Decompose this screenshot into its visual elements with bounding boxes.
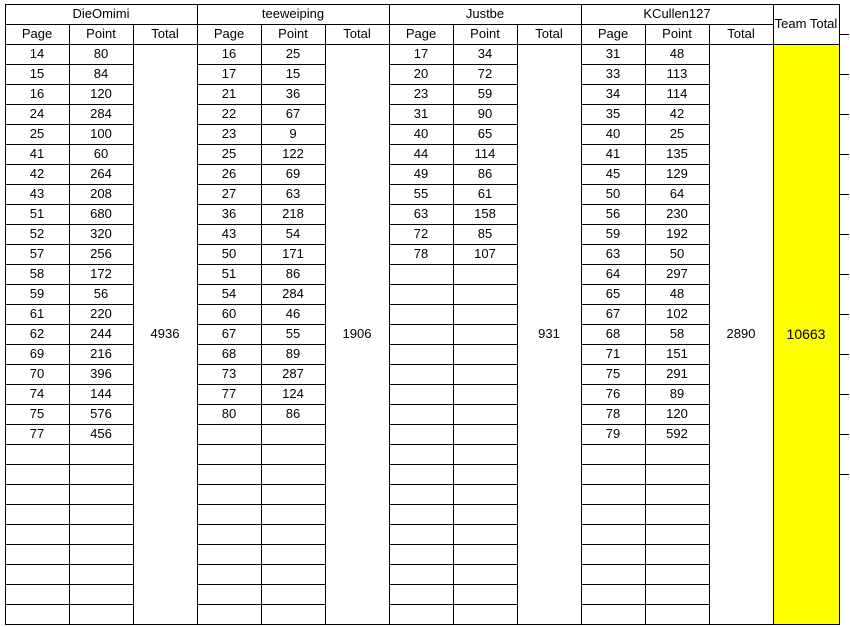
page-cell[interactable] xyxy=(197,564,261,584)
page-cell[interactable]: 50 xyxy=(221,246,237,261)
header-line xyxy=(773,44,839,45)
page-cell[interactable]: 15 xyxy=(29,66,45,81)
page-cell[interactable]: 20 xyxy=(413,66,429,81)
page-cell[interactable]: 43 xyxy=(221,226,237,241)
header-line xyxy=(581,44,773,45)
point-cell[interactable]: 25 xyxy=(285,46,301,61)
page-cell[interactable]: 60 xyxy=(221,306,237,321)
page-cell[interactable]: 42 xyxy=(29,166,45,181)
page-cell[interactable]: 26 xyxy=(221,166,237,181)
page-cell[interactable] xyxy=(389,304,453,324)
point-cell[interactable]: 456 xyxy=(90,426,112,441)
column-line xyxy=(773,4,774,625)
point-cell[interactable] xyxy=(69,484,133,504)
point-cell[interactable]: 264 xyxy=(90,166,112,181)
page-cell[interactable]: 57 xyxy=(29,246,45,261)
point-cell[interactable]: 48 xyxy=(669,286,685,301)
point-cell[interactable]: 171 xyxy=(282,246,304,261)
point-cell[interactable] xyxy=(261,564,325,584)
point-cell[interactable]: 287 xyxy=(282,366,304,381)
point-cell[interactable] xyxy=(453,524,517,544)
page-cell[interactable]: 78 xyxy=(413,246,429,261)
point-cell[interactable]: 114 xyxy=(474,146,496,161)
page-cell[interactable] xyxy=(389,544,453,564)
point-cell[interactable]: 230 xyxy=(666,206,688,221)
point-cell[interactable] xyxy=(261,544,325,564)
page-cell[interactable] xyxy=(581,584,645,604)
page-cell[interactable] xyxy=(197,424,261,444)
page-cell[interactable]: 51 xyxy=(221,266,237,281)
point-cell[interactable] xyxy=(69,504,133,524)
column-line xyxy=(453,24,454,625)
team-total-header: Team Total xyxy=(774,16,838,31)
page-cell[interactable]: 62 xyxy=(29,326,45,341)
point-cell[interactable]: 172 xyxy=(90,266,112,281)
point-cell[interactable]: 114 xyxy=(666,86,688,101)
page-cell[interactable] xyxy=(5,444,69,464)
page-cell[interactable] xyxy=(389,344,453,364)
page-cell[interactable]: 79 xyxy=(605,426,621,441)
point-cell[interactable] xyxy=(453,484,517,504)
page-cell[interactable]: 44 xyxy=(413,146,429,161)
column-line xyxy=(197,4,198,625)
page-cell[interactable] xyxy=(389,404,453,424)
header-line xyxy=(197,24,389,25)
edge-tick xyxy=(839,434,849,435)
page-cell[interactable]: 75 xyxy=(605,366,621,381)
page-cell[interactable] xyxy=(581,444,645,464)
page-cell[interactable] xyxy=(581,484,645,504)
column-header-point: Point xyxy=(86,26,116,41)
page-cell[interactable]: 31 xyxy=(605,46,621,61)
point-cell[interactable]: 36 xyxy=(285,86,301,101)
column-header-total: Total xyxy=(727,26,755,41)
page-cell[interactable]: 67 xyxy=(221,326,237,341)
page-cell[interactable] xyxy=(581,544,645,564)
page-cell[interactable]: 24 xyxy=(29,106,45,121)
point-cell[interactable]: 89 xyxy=(285,346,301,361)
page-cell[interactable] xyxy=(389,584,453,604)
point-cell[interactable]: 284 xyxy=(90,106,112,121)
column-header-point: Point xyxy=(470,26,500,41)
point-cell[interactable] xyxy=(645,464,709,484)
row-line xyxy=(517,624,581,625)
page-cell[interactable] xyxy=(389,484,453,504)
row-line xyxy=(133,624,197,625)
page-cell[interactable]: 23 xyxy=(221,126,237,141)
point-cell[interactable]: 60 xyxy=(93,146,109,161)
page-cell[interactable]: 61 xyxy=(29,306,45,321)
page-cell[interactable]: 78 xyxy=(605,406,621,421)
point-cell[interactable]: 102 xyxy=(666,306,688,321)
point-cell[interactable]: 396 xyxy=(90,366,112,381)
point-cell[interactable] xyxy=(261,464,325,484)
point-cell[interactable]: 218 xyxy=(282,206,304,221)
point-cell[interactable]: 291 xyxy=(666,366,688,381)
page-cell[interactable]: 74 xyxy=(29,386,45,401)
page-cell[interactable]: 67 xyxy=(605,306,621,321)
point-cell[interactable]: 64 xyxy=(669,186,685,201)
page-cell[interactable]: 34 xyxy=(605,86,621,101)
page-cell[interactable]: 43 xyxy=(29,186,45,201)
point-cell[interactable]: 680 xyxy=(90,206,112,221)
page-cell[interactable] xyxy=(197,604,261,624)
page-cell[interactable] xyxy=(389,564,453,584)
point-cell[interactable] xyxy=(69,444,133,464)
member-name-header: DieOmimi xyxy=(72,6,130,21)
point-cell[interactable]: 216 xyxy=(90,346,112,361)
point-cell[interactable] xyxy=(69,604,133,624)
column-header-page: Page xyxy=(21,26,53,41)
page-cell[interactable] xyxy=(581,464,645,484)
page-cell[interactable]: 16 xyxy=(221,46,237,61)
page-cell[interactable]: 49 xyxy=(413,166,429,181)
point-cell[interactable] xyxy=(645,584,709,604)
page-cell[interactable]: 17 xyxy=(413,46,429,61)
header-line xyxy=(5,44,197,45)
row-line xyxy=(709,624,773,625)
page-cell[interactable]: 69 xyxy=(29,346,45,361)
page-cell[interactable]: 65 xyxy=(605,286,621,301)
point-cell[interactable]: 124 xyxy=(282,386,304,401)
member-name-header: KCullen127 xyxy=(643,6,711,21)
point-cell[interactable]: 34 xyxy=(477,46,493,61)
page-cell[interactable]: 40 xyxy=(605,126,621,141)
page-cell[interactable]: 52 xyxy=(29,226,45,241)
page-cell[interactable] xyxy=(581,504,645,524)
page-cell[interactable] xyxy=(389,444,453,464)
point-cell[interactable] xyxy=(645,544,709,564)
column-line xyxy=(645,24,646,625)
point-cell[interactable]: 55 xyxy=(285,326,301,341)
column-header-total: Total xyxy=(535,26,563,41)
point-cell[interactable]: 113 xyxy=(666,66,688,81)
member-name-header: Justbe xyxy=(465,6,505,21)
point-cell[interactable]: 58 xyxy=(669,326,685,341)
page-cell[interactable] xyxy=(5,564,69,584)
point-cell[interactable]: 320 xyxy=(90,226,112,241)
page-cell[interactable] xyxy=(5,524,69,544)
point-cell[interactable] xyxy=(453,264,517,284)
header-line xyxy=(197,44,389,45)
column-line xyxy=(261,24,262,625)
point-cell[interactable] xyxy=(453,424,517,444)
page-cell[interactable] xyxy=(5,604,69,624)
header-line xyxy=(197,4,389,5)
point-cell[interactable]: 56 xyxy=(93,286,109,301)
point-cell[interactable]: 129 xyxy=(666,166,688,181)
point-cell[interactable]: 89 xyxy=(669,386,685,401)
point-cell[interactable]: 46 xyxy=(285,306,301,321)
page-cell[interactable] xyxy=(389,324,453,344)
column-header-point: Point xyxy=(662,26,692,41)
point-cell[interactable]: 144 xyxy=(90,386,112,401)
column-line xyxy=(5,4,6,625)
point-cell[interactable]: 120 xyxy=(666,406,688,421)
page-cell[interactable]: 25 xyxy=(221,146,237,161)
point-cell[interactable]: 25 xyxy=(669,126,685,141)
column-header-point: Point xyxy=(278,26,308,41)
page-cell[interactable] xyxy=(5,484,69,504)
point-cell[interactable]: 48 xyxy=(669,46,685,61)
point-cell[interactable]: 100 xyxy=(90,126,112,141)
edge-tick xyxy=(839,234,849,235)
point-cell[interactable] xyxy=(453,384,517,404)
point-cell[interactable]: 61 xyxy=(477,186,493,201)
point-cell[interactable]: 151 xyxy=(666,346,688,361)
column-header-page: Page xyxy=(213,26,245,41)
point-cell[interactable] xyxy=(453,564,517,584)
point-cell[interactable]: 192 xyxy=(666,226,688,241)
column-header-total: Total xyxy=(343,26,371,41)
point-cell[interactable] xyxy=(261,484,325,504)
point-cell[interactable]: 220 xyxy=(90,306,112,321)
point-cell[interactable] xyxy=(453,324,517,344)
point-cell[interactable] xyxy=(453,544,517,564)
point-cell[interactable]: 244 xyxy=(90,326,112,341)
column-line xyxy=(389,4,390,625)
point-cell[interactable] xyxy=(69,584,133,604)
point-cell[interactable] xyxy=(453,304,517,324)
page-cell[interactable]: 73 xyxy=(221,366,237,381)
point-cell[interactable]: 69 xyxy=(285,166,301,181)
page-cell[interactable]: 21 xyxy=(221,86,237,101)
column-line xyxy=(325,24,326,625)
page-cell[interactable]: 41 xyxy=(29,146,45,161)
member-total[interactable]: 1906 xyxy=(342,326,372,341)
page-cell[interactable] xyxy=(581,564,645,584)
point-cell[interactable]: 135 xyxy=(666,146,688,161)
page-cell[interactable] xyxy=(389,524,453,544)
page-cell[interactable]: 17 xyxy=(221,66,237,81)
team-total-value[interactable]: 10663 xyxy=(786,326,826,342)
page-cell[interactable]: 76 xyxy=(605,386,621,401)
header-line xyxy=(5,24,197,25)
page-cell[interactable] xyxy=(581,604,645,624)
row-line xyxy=(773,624,839,625)
header-line xyxy=(389,24,581,25)
point-cell[interactable] xyxy=(261,584,325,604)
edge-tick xyxy=(839,154,849,155)
page-cell[interactable] xyxy=(389,264,453,284)
page-cell[interactable]: 51 xyxy=(29,206,45,221)
column-line xyxy=(133,24,134,625)
page-cell[interactable] xyxy=(389,384,453,404)
point-cell[interactable] xyxy=(261,604,325,624)
page-cell[interactable] xyxy=(389,604,453,624)
page-cell[interactable]: 68 xyxy=(221,346,237,361)
point-cell[interactable] xyxy=(453,284,517,304)
point-cell[interactable] xyxy=(261,504,325,524)
edge-tick xyxy=(839,194,849,195)
page-cell[interactable] xyxy=(581,524,645,544)
point-cell[interactable]: 42 xyxy=(669,106,685,121)
page-cell[interactable] xyxy=(197,584,261,604)
column-line xyxy=(517,24,518,625)
point-cell[interactable]: 297 xyxy=(666,266,688,281)
page-cell[interactable] xyxy=(5,464,69,484)
header-line xyxy=(581,4,773,5)
column-header-total: Total xyxy=(151,26,179,41)
edge-tick xyxy=(839,274,849,275)
page-cell[interactable] xyxy=(5,544,69,564)
column-header-page: Page xyxy=(597,26,629,41)
point-cell[interactable] xyxy=(453,464,517,484)
column-line xyxy=(69,24,70,625)
page-cell[interactable] xyxy=(389,424,453,444)
point-cell[interactable]: 86 xyxy=(285,406,301,421)
page-cell[interactable]: 75 xyxy=(29,406,45,421)
header-line xyxy=(5,4,197,5)
point-cell[interactable]: 85 xyxy=(477,226,493,241)
page-cell[interactable]: 68 xyxy=(605,326,621,341)
point-cell[interactable]: 9 xyxy=(289,126,297,141)
column-line xyxy=(709,24,710,625)
point-cell[interactable]: 592 xyxy=(666,426,688,441)
point-cell[interactable]: 256 xyxy=(90,246,112,261)
point-cell[interactable]: 107 xyxy=(474,246,496,261)
point-cell[interactable]: 576 xyxy=(90,406,112,421)
page-cell[interactable]: 56 xyxy=(605,206,621,221)
page-cell[interactable] xyxy=(389,284,453,304)
page-cell[interactable]: 63 xyxy=(413,206,429,221)
edge-tick xyxy=(839,34,849,35)
header-line xyxy=(581,24,773,25)
column-line xyxy=(581,4,582,625)
page-cell[interactable]: 77 xyxy=(221,386,237,401)
point-cell[interactable] xyxy=(69,464,133,484)
row-line xyxy=(325,624,389,625)
point-cell[interactable] xyxy=(453,584,517,604)
point-cell[interactable]: 84 xyxy=(93,66,109,81)
page-cell[interactable]: 14 xyxy=(29,46,45,61)
page-cell[interactable]: 80 xyxy=(221,406,237,421)
point-cell[interactable]: 284 xyxy=(282,286,304,301)
page-cell[interactable]: 36 xyxy=(221,206,237,221)
point-cell[interactable]: 120 xyxy=(90,86,112,101)
point-cell[interactable]: 86 xyxy=(477,166,493,181)
point-cell[interactable] xyxy=(453,364,517,384)
page-cell[interactable]: 50 xyxy=(605,186,621,201)
page-cell[interactable]: 63 xyxy=(605,246,621,261)
point-cell[interactable]: 80 xyxy=(93,46,109,61)
page-cell[interactable] xyxy=(197,444,261,464)
page-cell[interactable]: 22 xyxy=(221,106,237,121)
point-cell[interactable]: 208 xyxy=(90,186,112,201)
column-header-page: Page xyxy=(405,26,437,41)
edge-tick xyxy=(839,114,849,115)
point-cell[interactable] xyxy=(261,524,325,544)
member-name-header: teeweiping xyxy=(261,6,325,21)
page-cell[interactable]: 58 xyxy=(29,266,45,281)
page-cell[interactable]: 23 xyxy=(413,86,429,101)
point-cell[interactable] xyxy=(453,444,517,464)
point-cell[interactable] xyxy=(645,524,709,544)
header-line xyxy=(389,44,581,45)
point-cell[interactable] xyxy=(453,504,517,524)
point-cell[interactable]: 50 xyxy=(669,246,685,261)
page-cell[interactable]: 25 xyxy=(29,126,45,141)
page-cell[interactable]: 45 xyxy=(605,166,621,181)
point-cell[interactable]: 15 xyxy=(285,66,301,81)
point-cell[interactable]: 67 xyxy=(285,106,301,121)
page-cell[interactable] xyxy=(389,504,453,524)
edge-tick xyxy=(839,394,849,395)
page-cell[interactable]: 33 xyxy=(605,66,621,81)
page-cell[interactable] xyxy=(197,484,261,504)
point-cell[interactable] xyxy=(645,504,709,524)
page-cell[interactable] xyxy=(389,364,453,384)
page-cell[interactable] xyxy=(197,544,261,564)
page-cell[interactable]: 59 xyxy=(29,286,45,301)
header-line xyxy=(389,4,581,5)
page-cell[interactable] xyxy=(197,524,261,544)
point-cell[interactable]: 90 xyxy=(477,106,493,121)
point-cell[interactable] xyxy=(645,604,709,624)
page-cell[interactable] xyxy=(197,504,261,524)
page-cell[interactable]: 16 xyxy=(29,86,45,101)
point-cell[interactable] xyxy=(261,424,325,444)
member-total[interactable]: 2890 xyxy=(726,326,756,341)
point-cell[interactable] xyxy=(645,564,709,584)
point-cell[interactable]: 72 xyxy=(477,66,493,81)
page-cell[interactable]: 64 xyxy=(605,266,621,281)
edge-tick xyxy=(839,314,849,315)
point-cell[interactable] xyxy=(453,604,517,624)
point-cell[interactable] xyxy=(69,524,133,544)
page-cell[interactable]: 54 xyxy=(221,286,237,301)
point-cell[interactable]: 65 xyxy=(477,126,493,141)
edge-tick xyxy=(839,474,849,475)
member-total[interactable]: 931 xyxy=(538,326,560,341)
page-cell[interactable]: 70 xyxy=(29,366,45,381)
page-cell[interactable]: 59 xyxy=(605,226,621,241)
page-cell[interactable] xyxy=(389,464,453,484)
point-cell[interactable] xyxy=(261,444,325,464)
page-cell[interactable]: 72 xyxy=(413,226,429,241)
point-cell[interactable] xyxy=(453,404,517,424)
page-cell[interactable] xyxy=(197,464,261,484)
page-cell[interactable]: 77 xyxy=(29,426,45,441)
header-line xyxy=(773,4,839,5)
point-cell[interactable] xyxy=(453,344,517,364)
page-cell[interactable]: 40 xyxy=(413,126,429,141)
member-total[interactable]: 4936 xyxy=(150,326,180,341)
point-cell[interactable] xyxy=(69,544,133,564)
page-cell[interactable]: 35 xyxy=(605,106,621,121)
point-cell[interactable] xyxy=(645,444,709,464)
page-cell[interactable] xyxy=(5,504,69,524)
page-cell[interactable]: 27 xyxy=(221,186,237,201)
page-cell[interactable] xyxy=(5,584,69,604)
point-cell[interactable]: 59 xyxy=(477,86,493,101)
point-cell[interactable]: 158 xyxy=(474,206,496,221)
page-cell[interactable]: 71 xyxy=(605,346,621,361)
page-cell[interactable]: 31 xyxy=(413,106,429,121)
edge-tick xyxy=(839,74,849,75)
page-cell[interactable]: 55 xyxy=(413,186,429,201)
edge-tick xyxy=(839,354,849,355)
point-cell[interactable]: 86 xyxy=(285,266,301,281)
page-cell[interactable]: 41 xyxy=(605,146,621,161)
point-cell[interactable] xyxy=(645,484,709,504)
point-cell[interactable] xyxy=(69,564,133,584)
point-cell[interactable]: 54 xyxy=(285,226,301,241)
point-cell[interactable]: 122 xyxy=(282,146,304,161)
point-cell[interactable]: 63 xyxy=(285,186,301,201)
